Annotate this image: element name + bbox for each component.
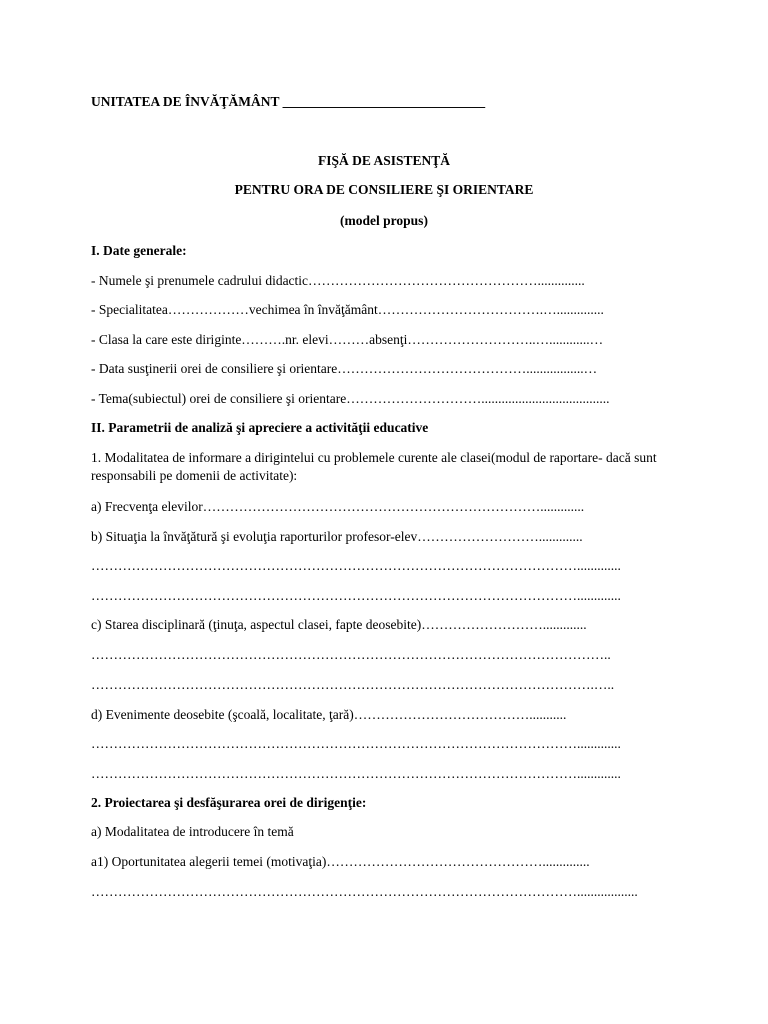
item-special-events: d) Evenimente deosebite (şcoală, localitate, ţară)…………………………………........... (91, 707, 567, 722)
document-model-note: (model propus) (340, 213, 428, 228)
item-attendance: a) Frecvenţa elevilor…………………………………………………………………............. (91, 499, 585, 514)
item-discipline: c) Starea disciplinară (ţinuţa, aspectul clasei, fapte deosebite)………………………............. (91, 617, 587, 632)
item-information-method: 1. Modalitatea de informare a dirigintelui cu problemele curente ale clasei(modul de raportare- dacă sunt responsabili pe domenii de activitate): (91, 450, 657, 483)
item-learning-situation: b) Situaţia la învăţătură şi evoluţia raporturilor profesor-elev………………………............. (91, 529, 583, 544)
field-class: - Clasa la care este diriginte……….nr. elevi………absenţi………………………..…............… (91, 332, 604, 347)
field-teacher-name: - Numele şi prenumele cadrului didactic…………………………………………….............. (91, 273, 585, 288)
blank-line: ………………………………………………………………………………………………............. (91, 558, 621, 573)
item-topic-opportunity: a1) Oportunitatea alegerii temei (motivaţia)………………………………………….............. (91, 854, 590, 869)
section-planning-heading: 2. Proiectarea şi desfăşurarea orei de dirigenţie: (91, 795, 367, 810)
blank-line: ………………………………………………………………………………………………............. (91, 736, 621, 751)
blank-line: …………………………………………………………………………………………………….. (91, 647, 611, 662)
blank-line: ……………………………………………………………………………………………….................. (91, 884, 638, 899)
item-topic-introduction: a) Modalitatea de introducere în temă (91, 824, 294, 839)
section-general-heading: I. Date generale: (91, 243, 187, 258)
document-title: FIŞĂ DE ASISTENŢĂ (317, 153, 451, 168)
field-specialty: - Specialitatea………………vechimea în învăţământ……………………………….….............. (91, 302, 604, 317)
blank-line: ………………………………………………………………………………………………............. (91, 588, 621, 603)
blank-line: ………………………………………………………………………………………………….….. (91, 677, 615, 692)
school-unit-line: UNITATEA DE ÎNVĂŢĂMÂNT ______________________________ (91, 94, 486, 109)
field-topic: - Tema(subiectul) orei de consiliere şi orientare…………………………...................................... (91, 391, 610, 406)
field-date: - Data susţinerii orei de consiliere şi orientare…………………………………….................… (91, 361, 598, 376)
blank-line: ………………………………………………………………………………………………............. (91, 766, 621, 781)
section-parameters-heading: II. Parametrii de analiză şi apreciere a activităţii educative (91, 420, 429, 435)
document-subtitle: PENTRU ORA DE CONSILIERE ŞI ORIENTARE (234, 182, 534, 197)
